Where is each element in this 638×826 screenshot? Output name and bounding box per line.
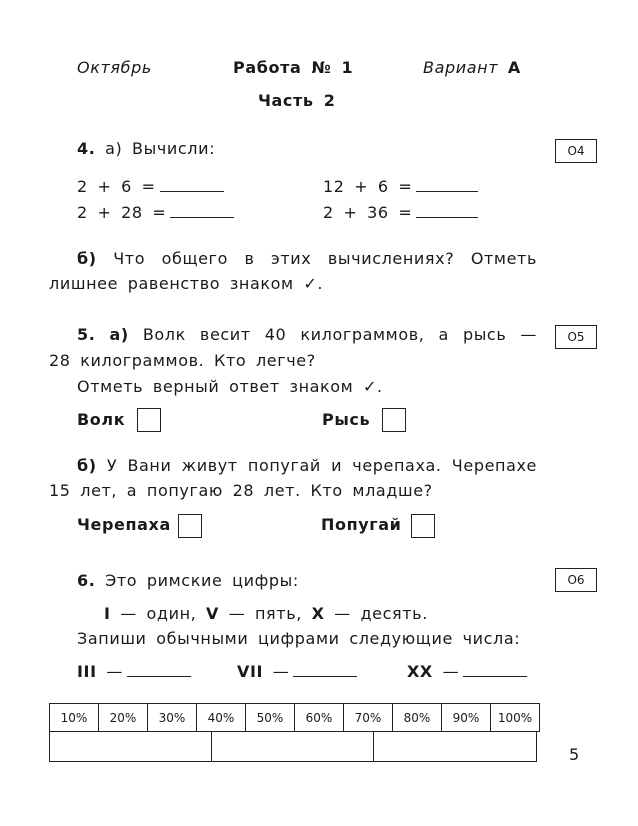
equation-2-text: 12 + 6 =	[323, 177, 413, 196]
option-turtle-label: Черепаха	[77, 515, 171, 534]
task5-b-text: У Вани живут попугай и черепаха. Черепахе	[106, 456, 537, 475]
answer-blank[interactable]	[170, 203, 234, 218]
answer-blank[interactable]	[416, 177, 478, 192]
task4-b-line2: лишнее равенство знаком ✓.	[49, 274, 324, 293]
option-wolf-label: Волк	[77, 410, 126, 429]
equation-3-text: 2 + 28 =	[77, 203, 167, 222]
roman-legend	[104, 604, 428, 623]
task4-a-text: Вычисли:	[132, 139, 216, 158]
percent-cell[interactable]: 20%	[99, 704, 148, 732]
roman-numeral-1: I	[104, 604, 111, 623]
percent-cell[interactable]: 50%	[246, 704, 295, 732]
equation-1	[77, 177, 224, 196]
task4-number: 4.	[77, 139, 96, 158]
roman-number-xx: XX	[407, 662, 433, 681]
task6-number: 6.	[77, 571, 96, 590]
score-table	[49, 731, 537, 762]
answer-blank[interactable]	[127, 662, 191, 677]
task4-b-label: б)	[77, 249, 97, 268]
task6-heading	[77, 571, 299, 590]
header-month: Октябрь	[77, 58, 152, 77]
percent-cell[interactable]: 30%	[148, 704, 197, 732]
task4-a-label: а)	[105, 139, 123, 158]
percent-cell[interactable]: 90%	[442, 704, 491, 732]
part-title: Часть 2	[258, 91, 336, 110]
task4-heading	[77, 139, 215, 158]
task5-number: 5.	[77, 325, 96, 344]
task6-tag: О6	[555, 568, 597, 592]
task5-b-line2: 15 лет, а попугаю 28 лет. Кто младше?	[49, 481, 433, 500]
equation-4	[323, 203, 478, 222]
task5-a-label: а)	[109, 325, 129, 344]
percent-cell[interactable]: 60%	[295, 704, 344, 732]
roman-numeral-10: X	[311, 604, 325, 623]
answer-blank[interactable]	[416, 203, 478, 218]
percent-cell[interactable]: 100%	[491, 704, 540, 732]
task5-tag: О5	[555, 325, 597, 349]
score-cell[interactable]	[374, 732, 537, 762]
equation-2	[323, 177, 478, 196]
score-cell[interactable]	[50, 732, 212, 762]
task4-tag: О4	[555, 139, 597, 163]
task5-b-label: б)	[77, 456, 97, 475]
task6-text: Это римские цифры:	[105, 571, 299, 590]
dash: —	[272, 662, 290, 681]
equation-4-text: 2 + 36 =	[323, 203, 413, 222]
roman-numeral-5: V	[206, 604, 220, 623]
percent-cell[interactable]: 70%	[344, 704, 393, 732]
option-wolf-checkbox[interactable]	[137, 408, 161, 432]
percent-row	[50, 704, 540, 732]
option-turtle-checkbox[interactable]	[178, 514, 202, 538]
work-title: Работа № 1	[233, 58, 354, 77]
option-parrot-checkbox[interactable]	[411, 514, 435, 538]
percent-table	[49, 703, 540, 732]
variant-label: Вариант	[423, 58, 499, 77]
roman-meaning-5: — пять,	[228, 604, 302, 623]
answer-blank[interactable]	[160, 177, 224, 192]
task4-b-text: Что общего в этих вычислениях? Отметь	[113, 249, 537, 268]
score-cell[interactable]	[212, 732, 374, 762]
dash: —	[106, 662, 123, 681]
roman-meaning-1: — один,	[120, 604, 197, 623]
equation-1-text: 2 + 6 =	[77, 177, 156, 196]
task5-a-line3: Отметь верный ответ знаком ✓.	[77, 377, 383, 396]
option-lynx-label: Рысь	[322, 410, 371, 429]
task6-instruction: Запиши обычными цифрами следующие числа:	[77, 629, 521, 648]
roman-answer-3	[407, 662, 527, 681]
percent-cell[interactable]: 40%	[197, 704, 246, 732]
option-parrot-label: Попугай	[321, 515, 402, 534]
roman-number-iii: III	[77, 662, 97, 681]
task4-b-line1	[77, 249, 537, 268]
dash: —	[442, 662, 460, 681]
answer-blank[interactable]	[463, 662, 527, 677]
task5-a-line2: 28 килограммов. Кто легче?	[49, 351, 316, 370]
task5-b-line1	[77, 456, 537, 475]
percent-cell[interactable]: 80%	[393, 704, 442, 732]
variant	[423, 58, 521, 77]
task5-a-line1	[77, 325, 537, 344]
equation-3	[77, 203, 234, 222]
option-lynx-checkbox[interactable]	[382, 408, 406, 432]
score-row	[50, 732, 537, 762]
roman-number-vii: VII	[237, 662, 264, 681]
roman-answer-1	[77, 662, 191, 681]
variant-value: А	[507, 58, 521, 77]
roman-meaning-10: — десять.	[334, 604, 428, 623]
answer-blank[interactable]	[293, 662, 357, 677]
task5-a-text: Волк весит 40 килограммов, а рысь —	[142, 325, 538, 344]
roman-answer-2	[237, 662, 357, 681]
page-number: 5	[569, 745, 580, 764]
percent-cell[interactable]: 10%	[50, 704, 99, 732]
